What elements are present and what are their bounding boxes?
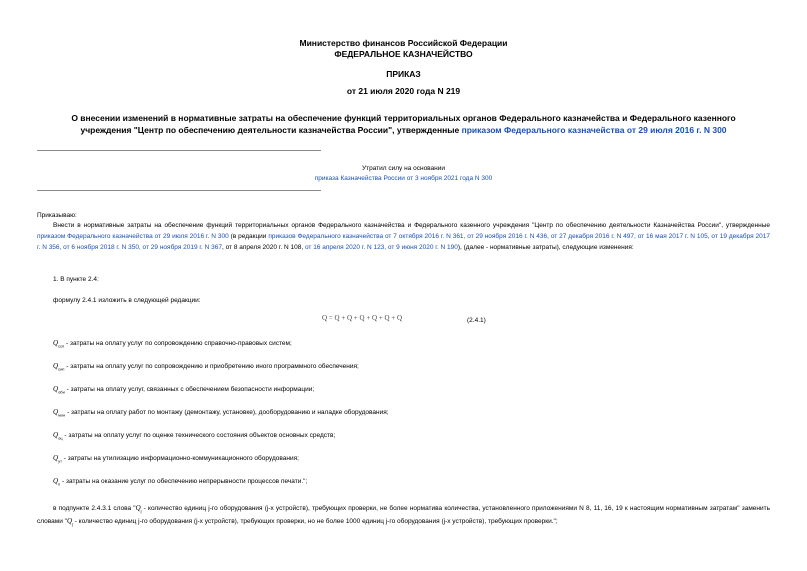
formula-intro: формулу 2.4.1 изложить в следующей редакции: xyxy=(53,297,201,304)
definition-item: $Q_{оби}$ - затраты на оплату услуг, связанных с обеспечением безопасности информации; xyxy=(53,385,315,395)
order-date: от 21 июля 2020 года N 219 xyxy=(346,86,461,96)
formula-symbol: Q xyxy=(53,339,59,347)
definition-item: $Q_{ут}$ - затраты на утилизацию информационно-коммуникационного оборудования; xyxy=(53,454,299,464)
notice-text: Утратил силу на основании xyxy=(361,165,446,172)
p1-link-1[interactable]: приказом Федерального казначейства от 29 июля 2016 г. N 300 xyxy=(37,233,229,240)
formula-symbol: Q xyxy=(53,408,59,416)
definition-text: - затраты на утилизацию информационно-коммуникационного оборудования; xyxy=(63,455,299,462)
definition-text: - затраты на оплату работ по монтажу (демонтажу, установке), дооборудованию и наладке оборудования; xyxy=(67,409,389,416)
formula-number: (2.4.1) xyxy=(467,317,486,324)
item-1: 1. В пункте 2.4: xyxy=(53,276,99,283)
definition-item: $Q_{оц}$ - затраты на оплату услуг по оценке технического состояния объектов основных средств; xyxy=(53,431,336,441)
definition-text: - затраты на оплату услуг по сопровождению и приобретению иного программного обеспечения; xyxy=(66,363,359,370)
definition-item: $Q_{сип}$ - затраты на оплату услуг по сопровождению и приобретению иного программного обеспечения; xyxy=(53,362,359,372)
title-line-2-text: учреждения "Центр по обеспечению деятельности казначейства России", утвержденные xyxy=(80,125,462,135)
definition-text: - затраты на оплату услуг по сопровождению справочно-правовых систем; xyxy=(66,340,292,347)
formula-symbol: Q xyxy=(53,454,59,462)
p1-text-d: ), (далее - нормативные затраты), следующие изменения: xyxy=(457,244,634,251)
order-heading: ПРИКАЗ xyxy=(386,69,421,79)
title-link[interactable]: приказом Федерального казначейства от 29 июля 2016 г. N 300 xyxy=(461,125,727,135)
paragraph-1 xyxy=(37,220,770,253)
last-text-b: - количество единиц j-го оборудования (j-х устройств), требующих проверки, не более норматива количества, установленного приложениями N 8, 11, 16, 19 к настоящим нормативным затратам" заменить словами " xyxy=(37,505,770,526)
divider-bottom xyxy=(37,190,321,191)
definition-item: $Q_{ссп}$ - затраты на оплату услуг по сопровождению справочно-правовых систем; xyxy=(53,339,292,349)
ministry-name: Министерство финансов Российской Федерации xyxy=(299,38,508,48)
treasury-name: ФЕДЕРАЛЬНОЕ КАЗНАЧЕЙСТВО xyxy=(334,49,473,59)
formula-symbol: Q xyxy=(135,504,141,512)
notice-link[interactable]: приказа Казначейства России от 3 ноября 2021 года N 300 xyxy=(314,175,493,182)
last-text-c: - количество единиц j-го оборудования (j-х устройств), требующих проверки, но не более 1000 единиц j-го оборудования (j-х устройств), требующих проверки."; xyxy=(72,518,558,526)
p1-text-a: Внести в нормативные затраты на обеспечение функций территориальных органов Федерального казначейства и Федерального казенного учреждения "Центр по обеспечению деятельности Казначейства России", утвержденные xyxy=(53,222,770,229)
paragraph-last: в подпункте 2.4.3.1 слова "$Q_j$ - количество единиц j-го оборудования (j-х устройств), требующих проверки, не более норматива количества, установленного приложениями N 8, 11, 16, 19 к настоящим нормативным затратам" заменить словами "$Q_j$ - количество единиц j-го оборудования (j-х устройств), требующих проверки, но не более 1000 единиц j-го оборудования (j-х устройств), требующих проверки."; xyxy=(37,504,770,527)
definition-item: $Q_п$ - затраты на оказание услуг по обеспечению непрерывности процессов печати."; xyxy=(53,477,308,487)
title-line-1: О внесении изменений в нормативные затраты на обеспечение функций территориальных органов Федерального казначейства и Федерального казенного xyxy=(71,113,736,123)
formula-symbol: Q xyxy=(53,431,59,439)
p1-link-2[interactable]: приказов Федерального казначейства от 7 октября 2016 г. N 361, от 29 ноября 2016 г. N 436, от 27 декабря 2016 г. N 497, от 16 мая 2017 г. N 105, от 19 декабря 2017 г. N 356, от 6 ноября 2018 г. N 350, от 29 ноября 2019 г. N 367 xyxy=(37,233,770,251)
p1-text-b: (в редакции xyxy=(228,233,269,240)
order-word: Приказываю: xyxy=(37,212,77,219)
document-title xyxy=(40,112,767,136)
formula-symbol: Q xyxy=(66,517,73,526)
p1-link-3[interactable]: от 16 апреля 2020 г. N 123, от 9 июня 2020 г. N 190 xyxy=(304,244,458,251)
formula-2-4-1: Q = Q + Q + Q + Q + Q + Q xyxy=(322,314,403,322)
last-text-a: в подпункте 2.4.3.1 слова " xyxy=(53,505,136,512)
formula-symbol: Q xyxy=(53,477,59,485)
p1-text-c: , от 8 апреля 2020 г. N 108, xyxy=(221,244,305,251)
definition-item: $Q_{мон}$ - затраты на оплату работ по монтажу (демонтажу, установке), дооборудованию и наладке оборудования; xyxy=(53,408,389,418)
definition-text: - затраты на оказание услуг по обеспечению непрерывности процессов печати."; xyxy=(62,478,308,485)
divider-top xyxy=(37,150,321,151)
formula-symbol: Q xyxy=(53,385,59,393)
definition-text: - затраты на оплату услуг по оценке технического состояния объектов основных средств; xyxy=(64,432,336,439)
definition-text: - затраты на оплату услуг, связанных с обеспечением безопасности информации; xyxy=(66,386,315,393)
formula-symbol: Q xyxy=(53,362,59,370)
title-line-2 xyxy=(40,124,767,136)
